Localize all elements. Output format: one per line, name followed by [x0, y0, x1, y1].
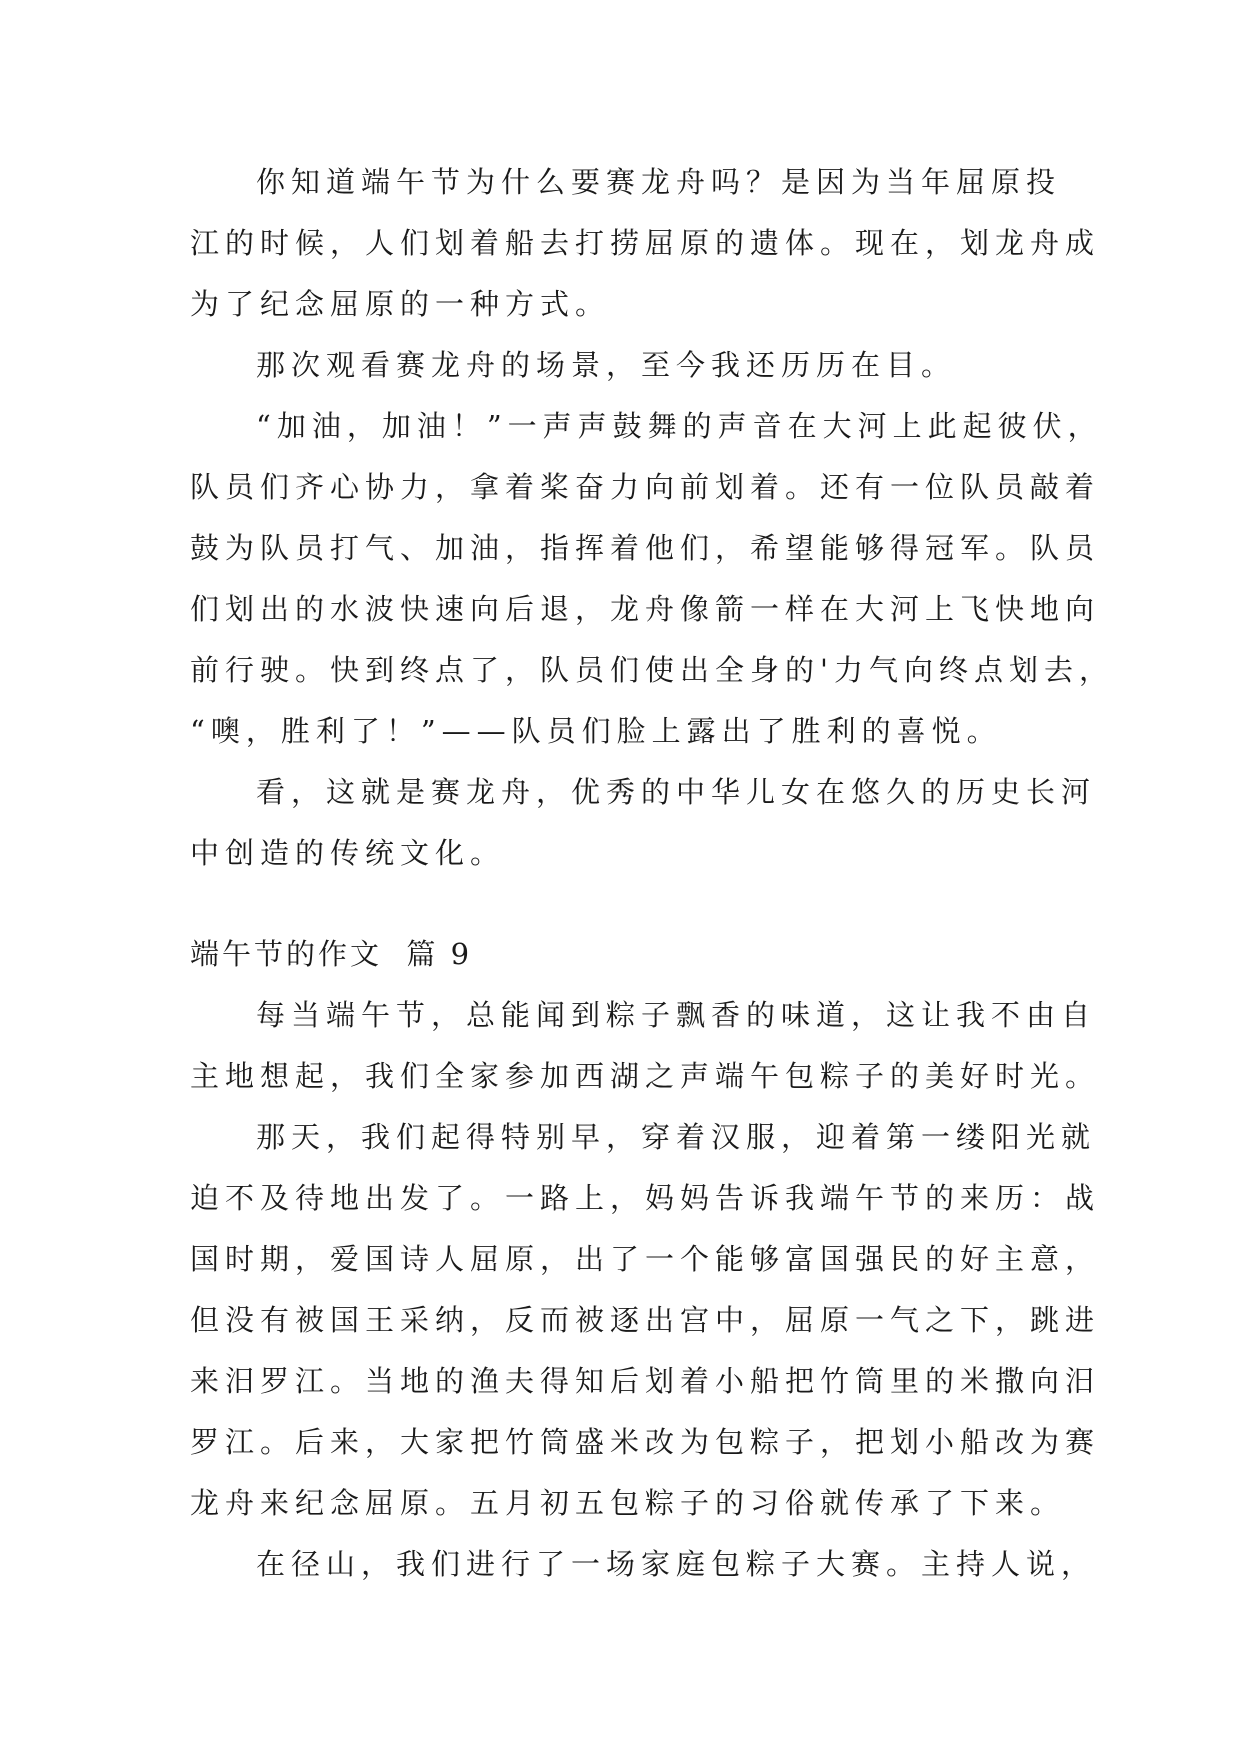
paragraph-line: 国时期，爱国诗人屈原，出了一个能够富国强民的好主意， [190, 1242, 1101, 1276]
paragraph-line: 看，这就是赛龙舟，优秀的中华儿女在悠久的历史长河 [256, 775, 1097, 809]
paragraph-line: 中创造的传统文化。 [190, 836, 506, 870]
paragraph-line: 主地想起，我们全家参加西湖之声端午包粽子的美好时光。 [190, 1059, 1101, 1093]
paragraph-line: 罗江。后来，大家把竹筒盛米改为包粽子，把划小船改为赛 [190, 1425, 1101, 1459]
paragraph-line: 来汨罗江。当地的渔夫得知后划着小船把竹筒里的米撒向汨 [190, 1364, 1101, 1398]
paragraph-line: 江的时候，人们划着船去打捞屈原的遗体。现在，划龙舟成 [190, 226, 1101, 260]
paragraph-line: “加油，加油！”一声声鼓舞的声音在大河上此起彼伏， [256, 409, 1103, 443]
paragraph-line: “噢，胜利了！”——队员们脸上露出了胜利的喜悦。 [190, 714, 1002, 748]
paragraph-line: 每当端午节，总能闻到粽子飘香的味道，这让我不由自 [256, 998, 1097, 1032]
paragraph-line: 龙舟来纪念屈原。五月初五包粽子的习俗就传承了下来。 [190, 1486, 1066, 1520]
paragraph-line: 为了纪念屈原的一种方式。 [190, 287, 611, 321]
paragraph-line: 你知道端午节为什么要赛龙舟吗？是因为当年屈原投 [256, 165, 1062, 199]
paragraph-line: 但没有被国王采纳，反而被逐出宫中，屈原一气之下，跳进 [190, 1303, 1101, 1337]
paragraph-line: 队员们齐心协力，拿着桨奋力向前划着。还有一位队员敲着 [190, 470, 1101, 504]
paragraph-line: 前行驶。快到终点了，队员们使出全身的'力气向终点划去， [190, 653, 1114, 687]
paragraph-line: 们划出的水波快速向后退，龙舟像箭一样在大河上飞快地向 [190, 592, 1101, 626]
paragraph-line: 鼓为队员打气、加油，指挥着他们，希望能够得冠军。队员 [190, 531, 1101, 565]
paragraph-line: 在径山，我们进行了一场家庭包粽子大赛。主持人说， [256, 1547, 1097, 1581]
paragraph-line: 那天，我们起得特别早，穿着汉服，迎着第一缕阳光就 [256, 1120, 1097, 1154]
section-heading: 端午节的作文 篇 9 [190, 937, 473, 971]
paragraph-line: 那次观看赛龙舟的场景，至今我还历历在目。 [256, 348, 957, 382]
paragraph-line: 迫不及待地出发了。一路上，妈妈告诉我端午节的来历：战 [190, 1181, 1101, 1215]
